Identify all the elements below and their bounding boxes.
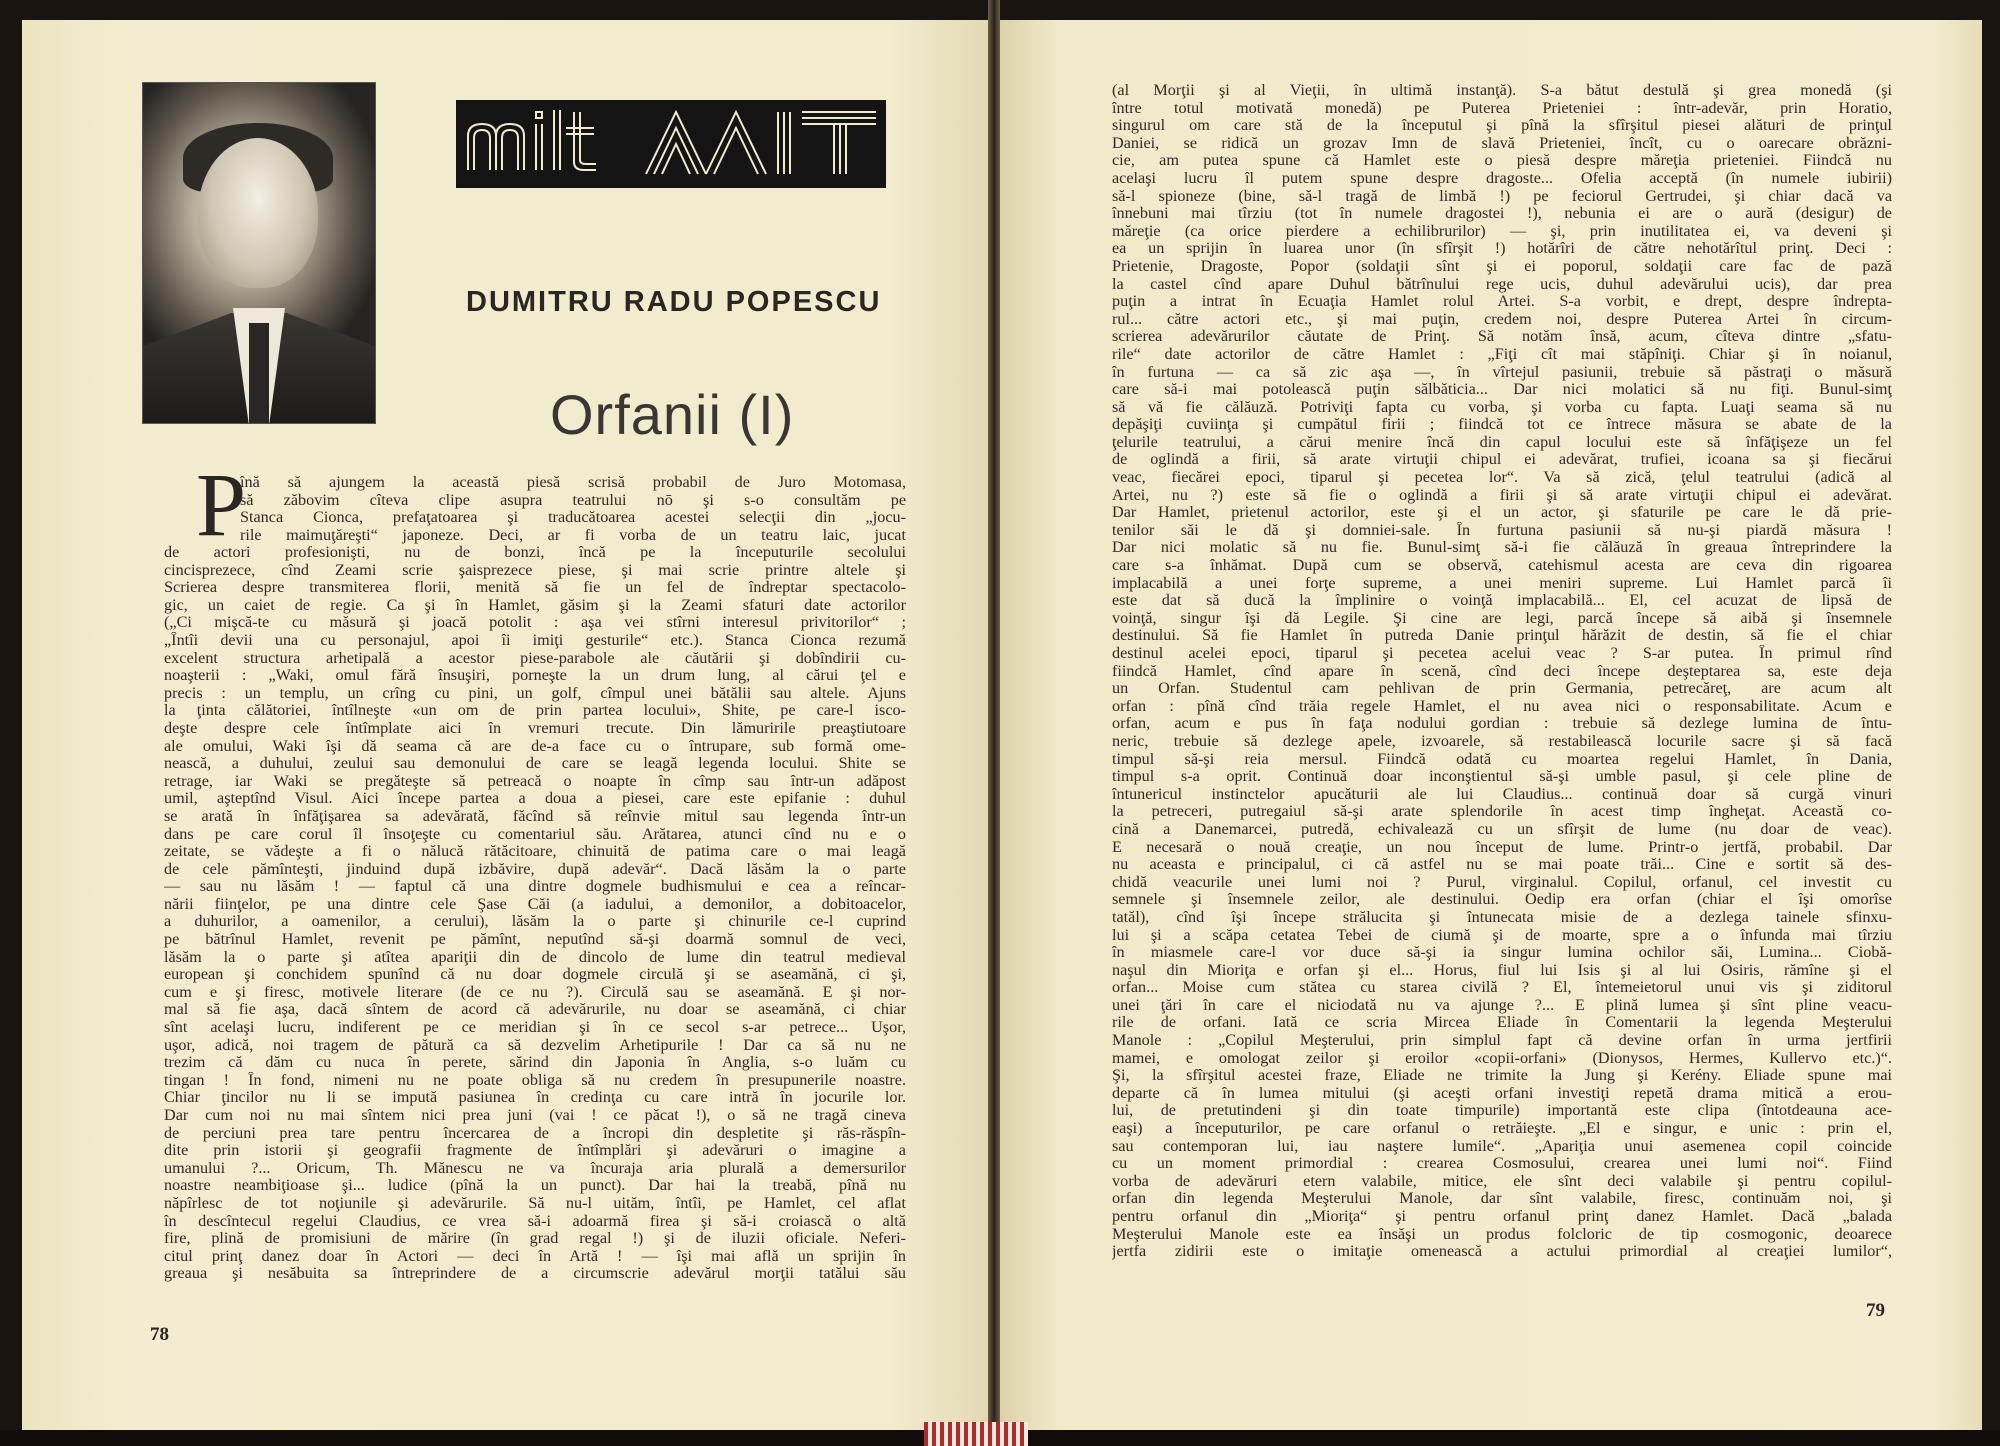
text-line: destinului. Să fie Hamlet în putreda Danie prinţul hărăzit de destin, să fie el chiar (1112, 627, 1892, 645)
text-line: de actori profesionişti, nu de bonzi, încă pe la începuturile secolului (164, 544, 906, 561)
left-column-text (164, 544, 906, 1283)
text-line: un Orfan. Studentul cam pehlivan de prin Germania, petrecăreţ, are acum alt (1112, 680, 1892, 698)
text-line: Stanca Cionca, prefaţatoarea şi traducătoarea acestei selecţii din „jocu- (240, 509, 906, 527)
text-line: trezim că dăm cu nuca în perete, sărind din Japonia în Anglia, s-o luăm cu (164, 1054, 906, 1072)
text-line: tatăl), cînd îşi începe strălucita şi întunecata misie de a dezlega tainele sfinxu- (1112, 908, 1892, 926)
text-line: Prietenie, Dragoste, Popor (soldaţii sînt şi ei poporul, soldaţii care fac de pază (1112, 257, 1892, 275)
text-line: nească, a duhului, zeului sau demonului de care se leagă legenda locului. Shite se (164, 755, 906, 773)
text-line: se arată în înfăţişarea sa adevărată, făcînd să reînvie mitul sau legenda într-un (164, 807, 906, 825)
page-number-left: 78 (150, 1324, 169, 1345)
text-line: jertfa zidirii este o imitaţie omenească a actului primordial al creaţiei lumilor“, (1112, 1243, 1892, 1261)
text-line: este dat să ducă la împlinire o voinţă implacabilă... El, cel acuzat de lipsă de (1112, 592, 1892, 610)
photo-tie (249, 323, 269, 423)
text-line: Scrierea despre transmiterea florii, menită să fie un fel de îndreptar spectacolo- (164, 579, 906, 597)
text-line: rul... către actori etc., şi mai puţin, credem noi, despre Puterea Artei în circum- (1112, 310, 1892, 328)
text-line: „Întîi devii una cu personajul, apoi îi imiţi gesturile“ etc.). Stanca Cionca rezumă (164, 631, 906, 649)
text-line: umil, aşteptînd Visul. Aici începe partea a doua a piesei, care este epifanie : duhul (164, 790, 906, 808)
text-line: în miasmele care-l vor duce să-şi ia singur lumina ochilor săi, Lumina... Ciobă- (1112, 944, 1892, 962)
text-line: european şi conchidem spunînd că nu doar dogmele circulă şi se aseamănă, ci şi, (164, 966, 906, 984)
text-line: eaşi) a începuturilor, pe care orfanul o retrăieşte. „El e singur, e unic : prin el, (1112, 1120, 1892, 1138)
text-line: citul prinţ danez doar în Actori — deci în Artă ! — îşi mai află un sprijin în (164, 1247, 906, 1265)
text-line: sau contemporan lui, iau naştere lumile“. „Apariţia unui asemenea copil coincide (1112, 1137, 1892, 1155)
text-line: înă să ajungem la această piesă scrisă probabil de Juro Motomasa, (240, 474, 906, 491)
text-line: în furtuna — ca să zic aşa —, în vîrtejul pasiunii, trebuie să păstraţi o măsură (1112, 363, 1892, 381)
text-line: puţin a intrat în Ecuaţia Hamlet rolul Artei. S-a vorbit, e drept, despre îndrepta- (1112, 293, 1892, 311)
text-line: ale omului, Waki îşi dă seama că are de-a face cu o întrupare, sub formă ome- (164, 737, 906, 755)
page-number-right: 79 (1866, 1300, 1885, 1321)
text-line: („Ci mişcă-te cu măsură şi joacă potolit : aşa vei stîrni interesul privitorilor“ ; (164, 614, 906, 632)
text-line: măreţie (ca orice pierdere a echilibrurilor) — şi, prin inutilitatea ei, va deveni şi (1112, 222, 1892, 240)
text-line: gic, un caiet de regie. Ca şi în Hamlet, găsim şi la Zeami sfaturi date actorilor (164, 596, 906, 614)
photo-face (198, 138, 318, 288)
text-line: vorba de adevăruri etern valabile, mitice, ele sînt deci valabile şi pentru copilul- (1112, 1172, 1892, 1190)
text-line: de perciuni prea tare pentru încercarea de a încropi din despletite şi răs-răspîn- (164, 1124, 906, 1142)
text-line: mal să fie aşa, dacă sîntem de acord că adevărurile, nu doar se aseamănă, ci chiar (164, 1001, 906, 1019)
book-gutter (988, 0, 1000, 1446)
text-line: semnele şi însemnele zeilor, ale destinului. Oedip era orfan (chiar el îşi omorîse (1112, 891, 1892, 909)
text-line: tenilor săi le dă şi domniei-sale. În furtuna pasiunii să nu-şi piardă măsura ! (1112, 521, 1892, 539)
text-line: excelent structura arhetipală a acestor piese-parabole ale căutării şi dobîndirii cu- (164, 649, 906, 667)
text-line: cie, am putea spune că Hamlet este o piesă despre măreţia prieteniei. Fiindcă nu (1112, 152, 1892, 170)
author-photo (142, 82, 376, 424)
text-line: cu un moment primordial : crearea Cosmosului, crearea unei lumi noi“. Fiind (1112, 1155, 1892, 1173)
text-line: cincisprezece, cînd Zeami scrie şaisprezece piese, şi mai scrie printre altele şi (164, 561, 906, 579)
text-line: — sau nu lăsăm ! — faptul că una dintre dogmele budhismului e cea a reîncar- (164, 878, 906, 896)
text-line: Dar cum noi nu mai sîntem nici prea juni (vai ! ce păcat !), o să ne tragă cineva (164, 1107, 906, 1124)
text-line: orfan... Moise cum stătea cu starea civilă ? El, întemeietorul unui vis şi ziditorul (1112, 979, 1892, 997)
text-line: Dar Hamlet, prietenul actorilor, este şi el un actor, şi sfaturile pe care le dă prie- (1112, 504, 1892, 522)
text-line: (al Morţii şi al Vieţii, în ultimă instanţă). S-a bătut destulă şi grea monedă (şi (1112, 82, 1892, 99)
text-line: rile de orfani. Iată ce scria Mircea Eliade în Comentarii la legenda Meşterului (1112, 1014, 1892, 1032)
text-line: chidă veacurile unei lumi noi ? Purul, virginalul. Copilul, orfanul, cel investit cu (1112, 873, 1892, 891)
text-line: la petreceri, putregaiul să-şi arate splendorile în acest timp îngheţat. Această co- (1112, 803, 1892, 821)
text-line: singurul om care stă de la începutul şi pînă la sfîrşitul piesei alături de prinţul (1112, 117, 1892, 135)
text-line: nării fiinţelor, pe una dintre cele Şase Căi (a iadului, a demonilor, a dobitoacelor, (164, 895, 906, 913)
mit-logo-text: mit MIT (456, 100, 460, 101)
text-line: la ţinta călătoriei, întîlneşte «un om de prin partea locului», Shite, pe care-l isco- (164, 702, 906, 720)
text-line: să zăbovim cîteva clipe asupra teatrului nō şi s-o consultăm pe (240, 491, 906, 509)
text-line: orfan din legenda Meşterului Manole, dar sînt valabile, firesc, continuăm noi, şi (1112, 1190, 1892, 1208)
text-line: timpul s-a oprit. Continuă doar inconştientul să-şi umble pasul, şi cele pline de (1112, 768, 1892, 786)
text-line: ea un sprijin în luarea unor (în sfîrşit !) hotărîri de către nehotărîtul prinţ. Deci : (1112, 240, 1892, 258)
text-line: timpul să-şi reia mersul. Fiindcă odată cu moartea regelui Hamlet, în Dania, (1112, 750, 1892, 768)
mit-logo-graphic (456, 100, 886, 188)
text-line: Chiar ţincilor nu li se impută pasiunea în credinţa cu care intră în jocurile lor. (164, 1089, 906, 1107)
right-column-text (1112, 82, 1892, 1261)
bookmark-ribbon (924, 1422, 1028, 1446)
text-line: înnebuni mai tîrziu (tot în numele dragostei !), nebunia ei are o aură (desigur) de (1112, 205, 1892, 223)
author-name: DUMITRU RADU POPESCU (466, 286, 882, 318)
drop-cap: P (196, 456, 247, 555)
text-line: veac, fiecărei epoci, tiparul şi pecetea lor“. Va să zică, ţelul teatrului (adică al (1112, 469, 1892, 487)
text-line: scrierea adevărurilor căutate de Prinţ. Să notăm însă, acum, cîteva dintre „sfatu- (1112, 328, 1892, 346)
text-line: neric, trebuie să dezlege apele, izvoarele, să restabilească locurile sacre şi să facă (1112, 732, 1892, 750)
text-line: E necesară o nouă creaţie, un nou început de lume. Printr-o jertfă, probabil. Dar (1112, 838, 1892, 856)
text-line: Manole : „Copilul Meşterului, prin simplul fapt că devine orfan în urma jertfirii (1112, 1032, 1892, 1050)
text-line: pe bătrînul Hamlet, revenit pe pămînt, neputînd să-şi doarmă somnul de veci, (164, 931, 906, 949)
text-line: lui şi a scăpa cetatea Tebei de ciumă şi de moarte, spre a o înfunda mai tîrziu (1112, 926, 1892, 944)
text-line: precis : un templu, un crîng cu pini, un golf, cîmpul unei bătălii sau altele. Ajuns (164, 684, 906, 702)
text-line: întunericul instinctelor apucăturii ale lui Claudius... continuă doar să curgă vinuri (1112, 785, 1892, 803)
text-line: deşte despre cele întîmplate aici în vremuri trecute. Din lămuririle preaştiutoare (164, 719, 906, 737)
text-line: mamei, e omologat zeilor şi eroilor «copii-orfani» (Dionysos, Hermes, Kullervo etc.)“. (1112, 1049, 1892, 1067)
text-line: noastre neambiţioase şi... ludice (pînă la un punct). Dar hai la treabă, pînă nu (164, 1177, 906, 1195)
text-line: rile“ date actorilor de către Hamlet : „Fiţi cît mai stăpîniţi. Chiar şi în noianul, (1112, 345, 1892, 363)
text-line: a duhurilor, a oamenilor, a cerului), lăsăm la o parte şi chinurile ce-l cuprind (164, 913, 906, 931)
text-line: ţelurile teatrului, a cărui menire încă din capul locului este să înfăţişeze un fel (1112, 433, 1892, 451)
text-line: cină a Danemarcei, putredă, echivalează cu un sfîrşit de lume (nu doar de veac). (1112, 820, 1892, 838)
text-line: lui, de pretutindeni şi din toate timpurile) importantă este clipa (întotdeauna ace- (1112, 1102, 1892, 1120)
left-column-indented (240, 474, 906, 544)
text-line: în descîntecul regelui Claudius, ce vrea să-i adoarmă firea şi să-i croiască o altă (164, 1212, 906, 1230)
text-line: destinul acelei epoci, tiparul şi pecetea acelui veac ? S-ar putea. În primul rînd (1112, 645, 1892, 662)
text-line: dans pe care corul îl însoţeşte cu comentariul său. Arătarea, atunci cînd nu e o (164, 825, 906, 843)
text-line: Daniei, se ridică un grozav Imn de slavă Prieteniei, încît, cu o oarecare obrăzni- (1112, 134, 1892, 152)
text-line: depăşiţi cuviinţa şi cumpătul firii ; fiindcă tot ce întrece măsura se abate de la (1112, 416, 1892, 434)
text-line: Şi, la sfîrşitul acestei fraze, Eliade ne trimite la Jung şi Kerény. Eliade spune mai (1112, 1067, 1892, 1085)
text-line: naşul din Mioriţa e orfan şi el... Horus, fiul lui Isis şi al lui Osiris, rămîne şi el (1112, 961, 1892, 979)
text-line: voinţă, singur îşi dă Legile. Şi cine are legi, parcă începe să aibă şi însemnele (1112, 609, 1892, 627)
text-line: Dar nici molatic să nu fie. Bunul-simţ să-i fie călăuză în greaua întreprindere la (1112, 539, 1892, 557)
text-line: unei ţări în care el niciodată nu va ajunge ?... E plină lumea şi sînt pline veacu- (1112, 996, 1892, 1014)
text-line: năpîrlesc de tot noţiunile şi adevărurile. Să nu-l uităm, întîi, pe Hamlet, cel aflat (164, 1194, 906, 1212)
text-line: acelaşi lucru îl putem spune despre dragoste... Ofelia acceptă (în numele iubirii) (1112, 169, 1892, 187)
text-line: departe că în lumea mitului (şi aceşti orfani investiţi repetă drama mitică a erou- (1112, 1084, 1892, 1102)
text-line: orfan : pînă cînd trăia regele Hamlet, el nu avea nici o responsabilitate. Acum e (1112, 697, 1892, 715)
text-line: implacabilă a unei forţe supreme, a unei meniri supreme. Lui Hamlet parcă îi (1112, 574, 1892, 592)
text-line: între totul motivată monedă) pe Puterea Prieteniei : într-adevăr, prin Horatio, (1112, 99, 1892, 117)
text-line: orfan, acum e pus în faţa nodului gordian : trebuie să dezlege lumina de întu- (1112, 715, 1892, 733)
text-line: pentru orfanul din „Mioriţa“ şi pentru orfanul prinţ danez Hamlet. Dacă „balada (1112, 1208, 1892, 1225)
text-line: dite prin istorii şi geografii fragmente de întîmplări şi adevăruri o imagine a (164, 1142, 906, 1160)
text-line: zeitate, se vădeşte a fi o nălucă rătăcitoare, chinuită de patima care o mai leagă (164, 843, 906, 861)
text-line: care să-i mai potolească puţin sălbăticia... Dar nici molatici să nu fiţi. Bunul-simţ (1112, 381, 1892, 399)
text-line: cum e şi firesc, motivele literare (de ce nu ?). Circulă sau se aseamănă. E şi nor- (164, 983, 906, 1001)
text-line: lăsăm la o parte şi atîtea apariţii din de dincolo de lume din teatrul medieval (164, 948, 906, 966)
text-line: rile maimuţăreşti“ japoneze. Deci, ar fi vorba de un teatru laic, jucat (240, 526, 906, 544)
text-line: să-l spioneze (bine, să-l tragă de limbă !) pe feciorul Gertrudei, şi chiar dacă va (1112, 187, 1892, 205)
text-line: de cele pămînteşti, jinduind după izbăvire, după adevăr“. Dacă lăsăm la o parte (164, 860, 906, 878)
text-line: fire, plină de promisiuni de mărire (în grad regal !) şi de iluzii oficiale. Neferi- (164, 1230, 906, 1248)
mit-logo (456, 100, 886, 188)
text-line: de oglindă a firii, să arate virtuţii chipul ei adevărat, trufiei, icoana sa şi fiecărui (1112, 451, 1892, 469)
text-line: fiindcă Hamlet, cînd apare în scenă, cînd deci începe deşteptarea sa, este deja (1112, 662, 1892, 680)
text-line: retrage, iar Waki se pregăteşte să petreacă o noapte în cîmp sau într-un adăpost (164, 772, 906, 790)
text-line: uşor, adică, noi tragem de pătură ca să dezvelim Arhetipurile ! Dar ca să nu ne (164, 1036, 906, 1054)
text-line: noaşterii : „Waki, omul fără însuşiri, porneşte la un drum lung, al cărui ţel e (164, 667, 906, 685)
article-title: Orfanii (I) (550, 383, 795, 446)
text-line: nu aceasta e principalul, ci că astfel nu se mai poate trăi... Cine e sortit să des- (1112, 856, 1892, 874)
text-line: tingan ! În fond, nimeni nu ne poate obliga să nu credem în presupunerile noastre. (164, 1071, 906, 1089)
text-line: Meşterului Manole este ea însăşi un produs folcloric de tip cosmogonic, deoarece (1112, 1225, 1892, 1243)
text-line: greaua şi nesăbuita sa întreprindere de a circumscrie adevărul morţii tatălui său (164, 1265, 906, 1283)
text-line: care s-a înhămat. După cum se observă, catehismul acesta are ceva din rigoarea (1112, 557, 1892, 575)
text-line: sînt acelaşi lucru, indiferent pe ce meridian şi în ce secol s-ar petrece... Uşor, (164, 1019, 906, 1037)
text-line: la castel cînd apare Duhul bătrînului rege ucis, duhul adevărului ucis), dar prea (1112, 275, 1892, 293)
text-line: să vă fie călăuză. Potriviţi fapta cu vorba, şi vorba cu fapta. Luaţi seama să nu (1112, 398, 1892, 416)
text-line: umanului ?... Oricum, Th. Mănescu ne va încuraja aria plurală a demersurilor (164, 1159, 906, 1177)
text-line: Artei, nu ?) este să fie o oglindă a firii şi să arate virtuţii chipul ei adevărat. (1112, 486, 1892, 504)
